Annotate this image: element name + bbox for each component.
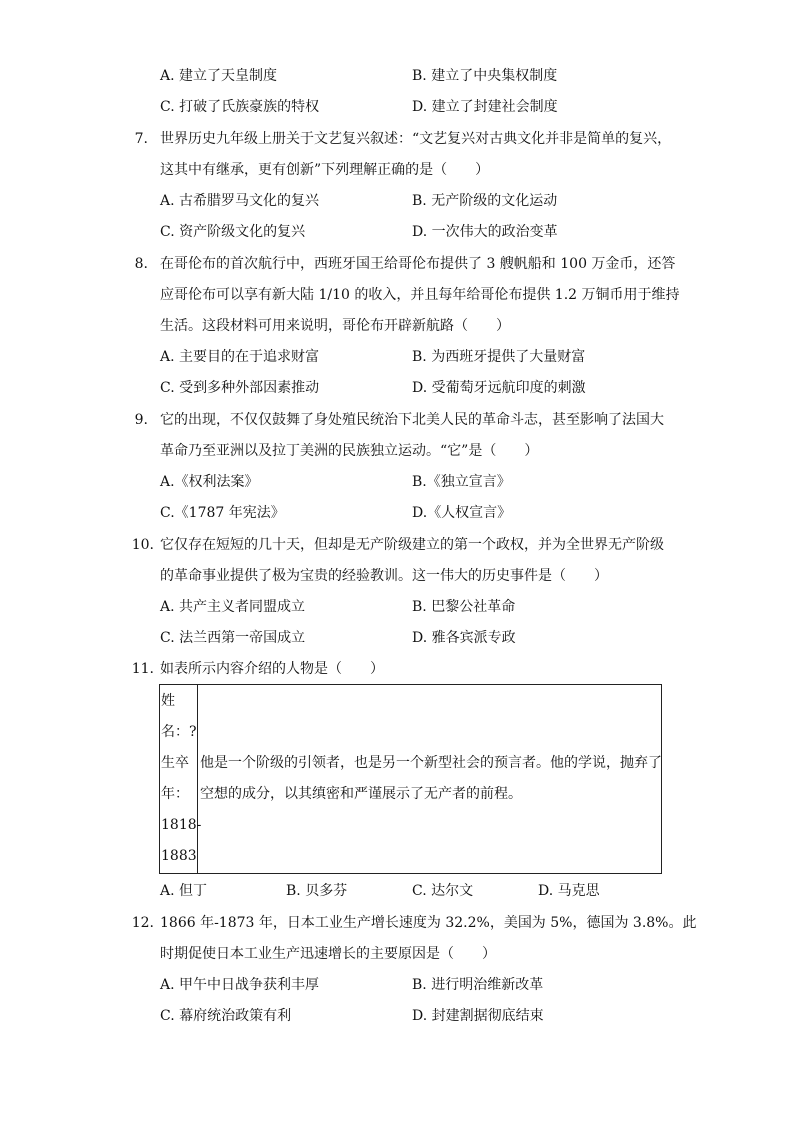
q11-info-table <box>159 684 662 874</box>
q11-option-c: C. 达尔文 <box>412 883 474 899</box>
q6-option-b: B. 建立了中央集权制度 <box>412 68 558 84</box>
q12-option-d: D. 封建割据彻底结束 <box>412 1008 544 1024</box>
q6-option-d: D. 建立了封建社会制度 <box>412 99 558 115</box>
q8-stem-line-2: 应哥伦布可以享有新大陆 1/10 的收入，并且每年给哥伦布提供 1.2 万铜币用于维持 <box>160 287 680 303</box>
q10-option-c: C. 法兰西第一帝国成立 <box>160 630 306 646</box>
q12-stem-line-1: 1866 年-1873 年，日本工业生产增长速度为 32.2%，美国为 5%，德国为 3.8%。此 <box>160 915 697 931</box>
q12-option-a: A. 甲午中日战争获利丰厚 <box>160 977 320 993</box>
q11-option-b: B. 贝多芬 <box>286 883 348 899</box>
q9-option-d: D.《人权宣言》 <box>412 505 512 521</box>
q11-table-description-cell <box>198 685 662 874</box>
q11-table-left-line: 1818- <box>161 817 202 833</box>
q10-stem-line-1: 它仅存在短短的几十天，但却是无产阶级建立的第一个政权，并为全世界无产阶级 <box>160 537 664 553</box>
q11-table-name-cell <box>160 685 202 874</box>
q11-table-left-line: 1883 <box>161 848 197 864</box>
q8-option-c: C. 受到多种外部因素推动 <box>160 380 320 396</box>
q9-option-a: A.《权利法案》 <box>160 474 259 490</box>
q7-option-c: C. 资产阶级文化的复兴 <box>160 224 306 240</box>
q9-option-b: B.《独立宣言》 <box>412 474 511 490</box>
q7-number: 7. <box>134 131 148 147</box>
q11-table-left-line: 年： <box>161 786 189 802</box>
q8-stem-line-1: 在哥伦布的首次航行中，西班牙国王给哥伦布提供了 3 艘帆船和 100 万金币，还答 <box>160 256 676 272</box>
q9-number: 9. <box>134 412 148 428</box>
q6-option-c: C. 打破了氏族豪族的特权 <box>160 99 320 115</box>
q11-table-left-line: 名：? <box>161 724 197 740</box>
q8-option-d: D. 受葡萄牙远航印度的刺激 <box>412 380 586 396</box>
q9-stem-line-1: 它的出现，不仅仅鼓舞了身处殖民统治下北美人民的革命斗志，甚至影响了法国大 <box>160 412 664 428</box>
q12-option-c: C. 幕府统治政策有利 <box>160 1008 292 1024</box>
q7-stem-line-1: 世界历史九年级上册关于文艺复兴叙述：“文艺复兴对古典文化并非是简单的复兴， <box>160 131 672 147</box>
q10-option-b: B. 巴黎公社革命 <box>412 599 516 615</box>
q8-option-a: A. 主要目的在于追求财富 <box>160 349 320 365</box>
q10-stem-line-2: 的革命事业提供了极为宝贵的经验教训。这一伟大的历史事件是（ ） <box>160 568 608 584</box>
q8-option-b: B. 为西班牙提供了大量财富 <box>412 349 586 365</box>
q11-table-right-line: 他是一个阶级的引领者，也是另一个新型社会的预言者。他的学说，抛弃了 <box>200 755 662 771</box>
q10-option-d: D. 雅各宾派专政 <box>412 630 516 646</box>
q9-option-c: C.《1787 年宪法》 <box>160 505 285 521</box>
q11-option-a: A. 但丁 <box>160 883 208 899</box>
q11-table-left-line: 生卒 <box>161 755 189 771</box>
q8-number: 8. <box>134 256 148 272</box>
q12-number: 12. <box>131 915 154 931</box>
q11-table-left-line: 姓 <box>161 693 175 709</box>
q7-option-d: D. 一次伟大的政治变革 <box>412 224 558 240</box>
q12-stem-line-2: 时期促使日本工业生产迅速增长的主要原因是（ ） <box>160 946 496 962</box>
q11-number: 11. <box>131 661 154 677</box>
q11-stem-line-1: 如表所示内容介绍的人物是（ ） <box>160 661 384 677</box>
q10-number: 10. <box>131 537 154 553</box>
q11-table-right-line: 空想的成分，以其缜密和严谨展示了无产者的前程。 <box>200 786 522 802</box>
q7-option-a: A. 古希腊罗马文化的复兴 <box>160 193 320 209</box>
q11-option-d: D. 马克思 <box>538 883 600 899</box>
q12-option-b: B. 进行明治维新改革 <box>412 977 544 993</box>
q9-stem-line-2: 革命乃至亚洲以及拉丁美洲的民族独立运动。“它”是（ ） <box>160 443 539 459</box>
q7-stem-line-2: 这其中有继承，更有创新”下列理解正确的是（ ） <box>160 162 490 178</box>
q8-stem-line-3: 生活。这段材料可用来说明，哥伦布开辟新航路（ ） <box>160 318 510 334</box>
q6-option-a: A. 建立了天皇制度 <box>160 68 278 84</box>
q10-option-a: A. 共产主义者同盟成立 <box>160 599 306 615</box>
q7-option-b: B. 无产阶级的文化运动 <box>412 193 558 209</box>
